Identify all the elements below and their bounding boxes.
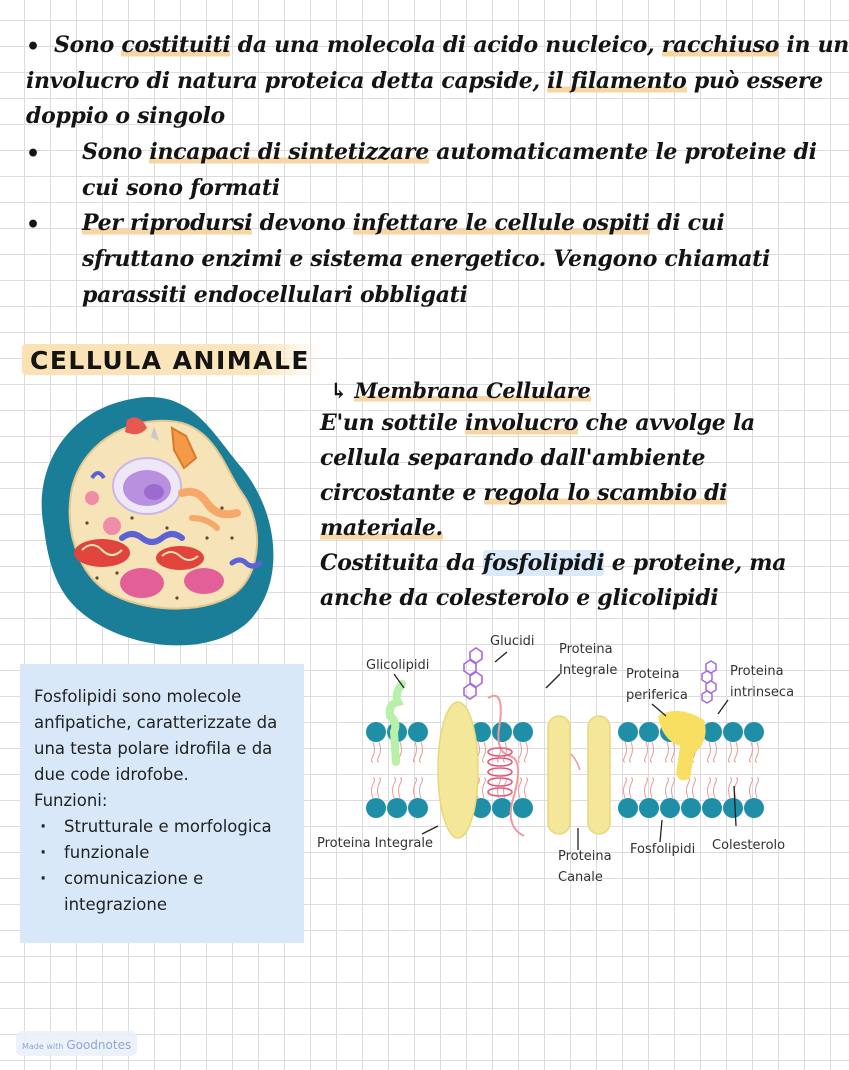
phospholipid-tail: [714, 742, 717, 762]
label-proteina-intrinseca-2: intrinseca: [730, 685, 795, 700]
phospholipid-tail: [756, 778, 759, 798]
integral-protein-shape: [438, 702, 478, 838]
bullet-2: •: [26, 141, 41, 167]
phospholipid-tail: [672, 742, 675, 762]
phospholipid-head: [366, 722, 386, 742]
phospholipid-head: [492, 722, 512, 742]
intro-line-1: Sono costituiti da una molecola di acido nucleico, racchiuso in un: [54, 32, 849, 58]
phospholipid-head: [744, 798, 764, 818]
info-line-1: Fosfolipidi sono molecole: [34, 687, 242, 706]
channel-protein-right: [588, 716, 610, 834]
phospholipid-tail: [687, 778, 690, 798]
phospholipid-head: [492, 798, 512, 818]
phospholipid-head: [513, 722, 533, 742]
list-item: · funzionale: [34, 840, 290, 866]
phospholipid-tail: [714, 778, 717, 798]
label-proteina-integrale-top-2: Integrale: [559, 663, 618, 678]
phospholipid-tail: [651, 778, 654, 798]
phospholipid-head: [639, 798, 659, 818]
phospholipid-tail: [483, 778, 486, 798]
phospholipid-tail: [645, 778, 648, 798]
phospholipid-head: [660, 798, 680, 818]
bullet-3: •: [26, 212, 41, 238]
phospholipid-tail: [645, 742, 648, 762]
phospholipid-tail: [672, 778, 675, 798]
label-glicolipidi: Glicolipidi: [366, 658, 430, 673]
phospholipid-tail: [666, 742, 669, 762]
membrana-p1-line2: cellula separando dall'ambiente: [320, 445, 706, 471]
phospholipid-tail: [420, 742, 423, 762]
channel-protein-left: [548, 716, 570, 834]
phospholipid-head: [744, 722, 764, 742]
goodnotes-watermark: Made with Goodnotes: [16, 1031, 137, 1056]
membrana-p1-line1: E'un sottile involucro che avvolge la: [320, 410, 755, 436]
info-line-2: anfipatiche, caratterizzate da: [34, 713, 278, 732]
phospholipid-tail: [414, 778, 417, 798]
membrana-p1-line3: circostante e regola lo scambio di: [320, 480, 728, 506]
peripheral-protein-shape: [658, 711, 706, 780]
membrana-heading: ↳ Membrana Cellulare: [330, 378, 591, 403]
phospholipid-head: [408, 798, 428, 818]
phospholipid-tail: [414, 742, 417, 762]
label-proteina-integrale-top-1: Proteina: [559, 642, 613, 657]
phospholipid-head: [513, 798, 533, 818]
membrana-p2-line1: Costituita da fosfolipidi e proteine, ma: [320, 550, 787, 576]
phospholipid-tail: [666, 778, 669, 798]
label-proteina-periferica-1: Proteina: [626, 667, 680, 682]
phospholipid-tail: [393, 778, 396, 798]
phospholipid-tail: [399, 778, 402, 798]
label-proteina-integrale-bottom: Proteina Integrale: [317, 836, 434, 851]
phospholipid-tail: [525, 742, 528, 762]
label-glucidi: Glucidi: [490, 634, 535, 649]
arrow-icon: ↳: [330, 378, 348, 403]
membrana-p1-line4: materiale.: [320, 515, 443, 541]
info-line-4: due code idrofobe.: [34, 765, 189, 784]
phospholipid-tail: [729, 778, 732, 798]
intro-line-4: Sono incapaci di sintetizzare automaticamente le proteine di: [82, 139, 817, 165]
phospholipid-tail: [630, 778, 633, 798]
phospholipid-head: [639, 722, 659, 742]
phospholipid-tail: [756, 742, 759, 762]
phospholipid-head: [408, 722, 428, 742]
list-item: · comunicazione e integrazione: [34, 866, 214, 918]
info-functions-list: [34, 814, 290, 918]
label-proteina-periferica-2: periferica: [626, 688, 688, 703]
animal-cell-illustration: [32, 378, 282, 653]
phospholipid-tail: [624, 778, 627, 798]
phospholipid-tail: [372, 742, 375, 762]
phospholipid-tail: [708, 778, 711, 798]
bullet-1: •: [26, 34, 41, 60]
phospholipid-tail: [420, 778, 423, 798]
phospholipid-head: [681, 798, 701, 818]
membrana-p2-line2: anche da colesterolo e glicolipidi: [320, 585, 719, 611]
info-funzioni-label: Funzioni:: [34, 791, 108, 810]
label-proteina-canale-1: Proteina: [558, 849, 612, 864]
list-item: · Strutturale e morfologica: [34, 814, 290, 840]
phospholipid-tail: [630, 742, 633, 762]
intro-line-6: Per riprodursi devono infettare le cellule ospiti di cui: [82, 210, 725, 236]
phospholipid-tail: [378, 778, 381, 798]
intro-line-3: doppio o singolo: [26, 103, 225, 129]
label-colesterolo: Colesterolo: [712, 838, 786, 853]
intro-line-8: parassiti endocellulari obbligati: [82, 282, 468, 308]
info-line-3: una testa polare idrofila e da: [34, 739, 273, 758]
glucidi-chain: [464, 648, 482, 699]
phospholipid-info-box: [20, 664, 304, 943]
intro-line-2: involucro di natura proteica detta capside, il filamento può essere: [26, 68, 823, 94]
intro-line-5: cui sono formati: [82, 175, 280, 201]
intro-line-7: sfruttano enzimi e sistema energetico. Vengono chiamati: [82, 246, 771, 272]
phospholipid-tail: [729, 742, 732, 762]
phospholipid-tail: [708, 742, 711, 762]
phospholipid-head: [387, 798, 407, 818]
phospholipid-tail: [750, 742, 753, 762]
label-fosfolipidi: Fosfolipidi: [630, 842, 696, 857]
phospholipid-tail: [372, 778, 375, 798]
phospholipid-tail: [735, 742, 738, 762]
phospholipid-tail: [651, 742, 654, 762]
label-proteina-intrinseca-1: Proteina: [730, 664, 784, 679]
section-title: CELLULA ANIMALE: [22, 344, 320, 375]
phospholipid-tail: [693, 778, 696, 798]
phospholipid-head: [618, 722, 638, 742]
phospholipid-tail: [624, 742, 627, 762]
phospholipid-head: [723, 722, 743, 742]
phospholipid-tail: [519, 778, 522, 798]
phospholipid-head: [618, 798, 638, 818]
label-proteina-canale-2: Canale: [558, 870, 603, 885]
phospholipid-head: [702, 798, 722, 818]
phospholipid-tail: [750, 778, 753, 798]
phospholipid-tail: [378, 742, 381, 762]
phospholipid-tail: [525, 778, 528, 798]
phospholipid-tail: [483, 742, 486, 762]
membrane-diagram: [310, 628, 820, 890]
phospholipid-head: [723, 798, 743, 818]
phospholipid-tail: [519, 742, 522, 762]
phospholipid-head: [366, 798, 386, 818]
